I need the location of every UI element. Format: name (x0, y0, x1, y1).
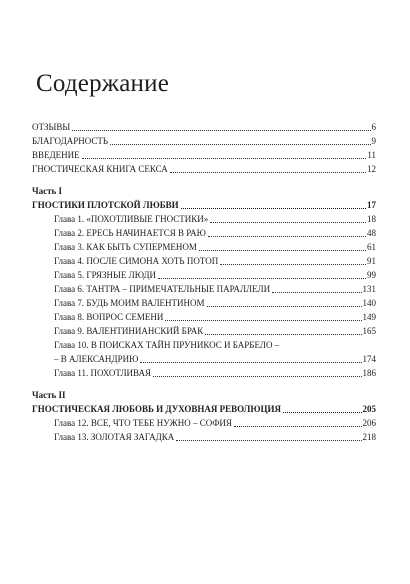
part-2-label: Часть II (32, 390, 66, 400)
toc-entry-label: Глава 3. КАК БЫТЬ СУПЕРМЕНОМ (54, 242, 197, 252)
part-2-heading[interactable] (32, 404, 376, 415)
dot-leader (283, 412, 361, 413)
toc-entry-label: Глава 6. ТАНТРА – ПРИМЕЧАТЕЛЬНЫЕ ПАРАЛЛЕЛИ (54, 284, 271, 294)
toc-entry-page: 12 (367, 164, 376, 174)
toc-entry-label: ГНОСТИЧЕСКАЯ КНИГА СЕКСА (32, 164, 168, 174)
toc-entry-acknowledgements[interactable] (32, 136, 376, 147)
toc-entry-page: 9 (371, 136, 376, 146)
toc-entry-introduction[interactable] (32, 150, 376, 161)
toc-entry-label: Глава 9. ВАЛЕНТИНИАНСКИЙ БРАК (54, 326, 204, 336)
dot-leader (110, 144, 371, 145)
toc-entry-label: Глава 1. «ПОХОТЛИВЫЕ ГНОСТИКИ» (54, 214, 209, 224)
toc-entry-page: 149 (362, 312, 376, 322)
toc-entry-page: 206 (362, 418, 376, 428)
toc-chapter-1[interactable] (54, 214, 376, 225)
dot-leader (199, 250, 366, 251)
toc-chapter-3[interactable] (54, 242, 376, 253)
part-1-heading[interactable] (32, 200, 376, 211)
toc-entry-label: Глава 7. БУДЬ МОИМ ВАЛЕНТИНОМ (54, 298, 205, 308)
toc-chapter-5[interactable] (54, 270, 376, 281)
toc-entry-page: 140 (362, 298, 376, 308)
toc-entry-page: 131 (362, 284, 376, 294)
part-1-label: Часть I (32, 186, 63, 196)
dot-leader (272, 292, 361, 293)
toc-entry-page: 205 (362, 404, 376, 414)
toc-entry-label: Глава 12. ВСЕ, ЧТО ТЕБЕ НУЖНО – СОФИЯ (54, 418, 232, 428)
toc-chapter-6[interactable] (54, 284, 376, 295)
toc-entry-page: 218 (362, 432, 376, 442)
toc-chapter-4[interactable] (54, 256, 376, 267)
toc-chapter-9[interactable] (54, 326, 376, 337)
toc-chapter-11[interactable] (54, 368, 376, 379)
toc-entry-page: 17 (367, 200, 376, 210)
toc-entry-label: – В АЛЕКСАНДРИЮ (54, 354, 139, 364)
toc-entry-label: Глава 13. ЗОЛОТАЯ ЗАГАДКА (54, 432, 175, 442)
dot-leader (170, 172, 366, 173)
toc-entry-page: 6 (371, 122, 376, 132)
page-title: Содержание (36, 70, 169, 97)
dot-leader (207, 306, 362, 307)
dot-leader (153, 376, 362, 377)
toc-entry-page: 48 (367, 228, 376, 238)
dot-leader (158, 278, 366, 279)
toc-chapter-10-line-1[interactable]: Глава 10. В ПОИСКАХ ТАЙН ПРУНИКОС И БАРБЕЛО – (54, 340, 280, 350)
dot-leader (234, 426, 362, 427)
dot-leader (165, 320, 361, 321)
toc-entry-label: Глава 4. ПОСЛЕ СИМОНА ХОТЬ ПОТОП (54, 256, 219, 266)
toc-chapter-13[interactable] (54, 432, 376, 443)
dot-leader (72, 130, 370, 131)
dot-leader (82, 158, 367, 159)
toc-chapter-7[interactable] (54, 298, 376, 309)
toc-entry-label: БЛАГОДАРНОСТЬ (32, 136, 108, 146)
toc-entry-label: ГНОСТИЧЕСКАЯ ЛЮБОВЬ И ДУХОВНАЯ РЕВОЛЮЦИЯ (32, 404, 282, 414)
toc-entry-gnostic-book[interactable] (32, 164, 376, 175)
toc-entry-page: 61 (367, 242, 376, 252)
toc-entry-page: 174 (362, 354, 376, 364)
toc-chapter-12[interactable] (54, 418, 376, 429)
dot-leader (176, 440, 361, 441)
toc-entry-reviews[interactable] (32, 122, 376, 133)
toc-entry-label: ОТЗЫВЫ (32, 122, 71, 132)
toc-entry-label: Глава 8. ВОПРОС СЕМЕНИ (54, 312, 164, 322)
toc-entry-page: 186 (362, 368, 376, 378)
dot-leader (208, 236, 366, 237)
toc-entry-label: ГНОСТИКИ ПЛОТСКОЙ ЛЮБВИ (32, 200, 179, 210)
toc-entry-page: 11 (367, 150, 376, 160)
toc-chapter-10-line-2[interactable] (54, 354, 376, 365)
dot-leader (205, 334, 361, 335)
dot-leader (181, 208, 366, 209)
toc-entry-label: Глава 11. ПОХОТЛИВАЯ (54, 368, 151, 378)
dot-leader (220, 264, 366, 265)
toc-chapter-2[interactable] (54, 228, 376, 239)
toc-entry-label: Глава 5. ГРЯЗНЫЕ ЛЮДИ (54, 270, 156, 280)
dot-leader (140, 362, 361, 363)
toc-entry-page: 18 (367, 214, 376, 224)
toc-entry-page: 99 (367, 270, 376, 280)
toc-entry-page: 91 (367, 256, 376, 266)
toc-entry-label: ВВЕДЕНИЕ (32, 150, 80, 160)
dot-leader (210, 222, 366, 223)
toc-chapter-8[interactable] (54, 312, 376, 323)
toc-entry-page: 165 (362, 326, 376, 336)
toc-entry-label: Глава 2. ЕРЕСЬ НАЧИНАЕТСЯ В РАЮ (54, 228, 206, 238)
